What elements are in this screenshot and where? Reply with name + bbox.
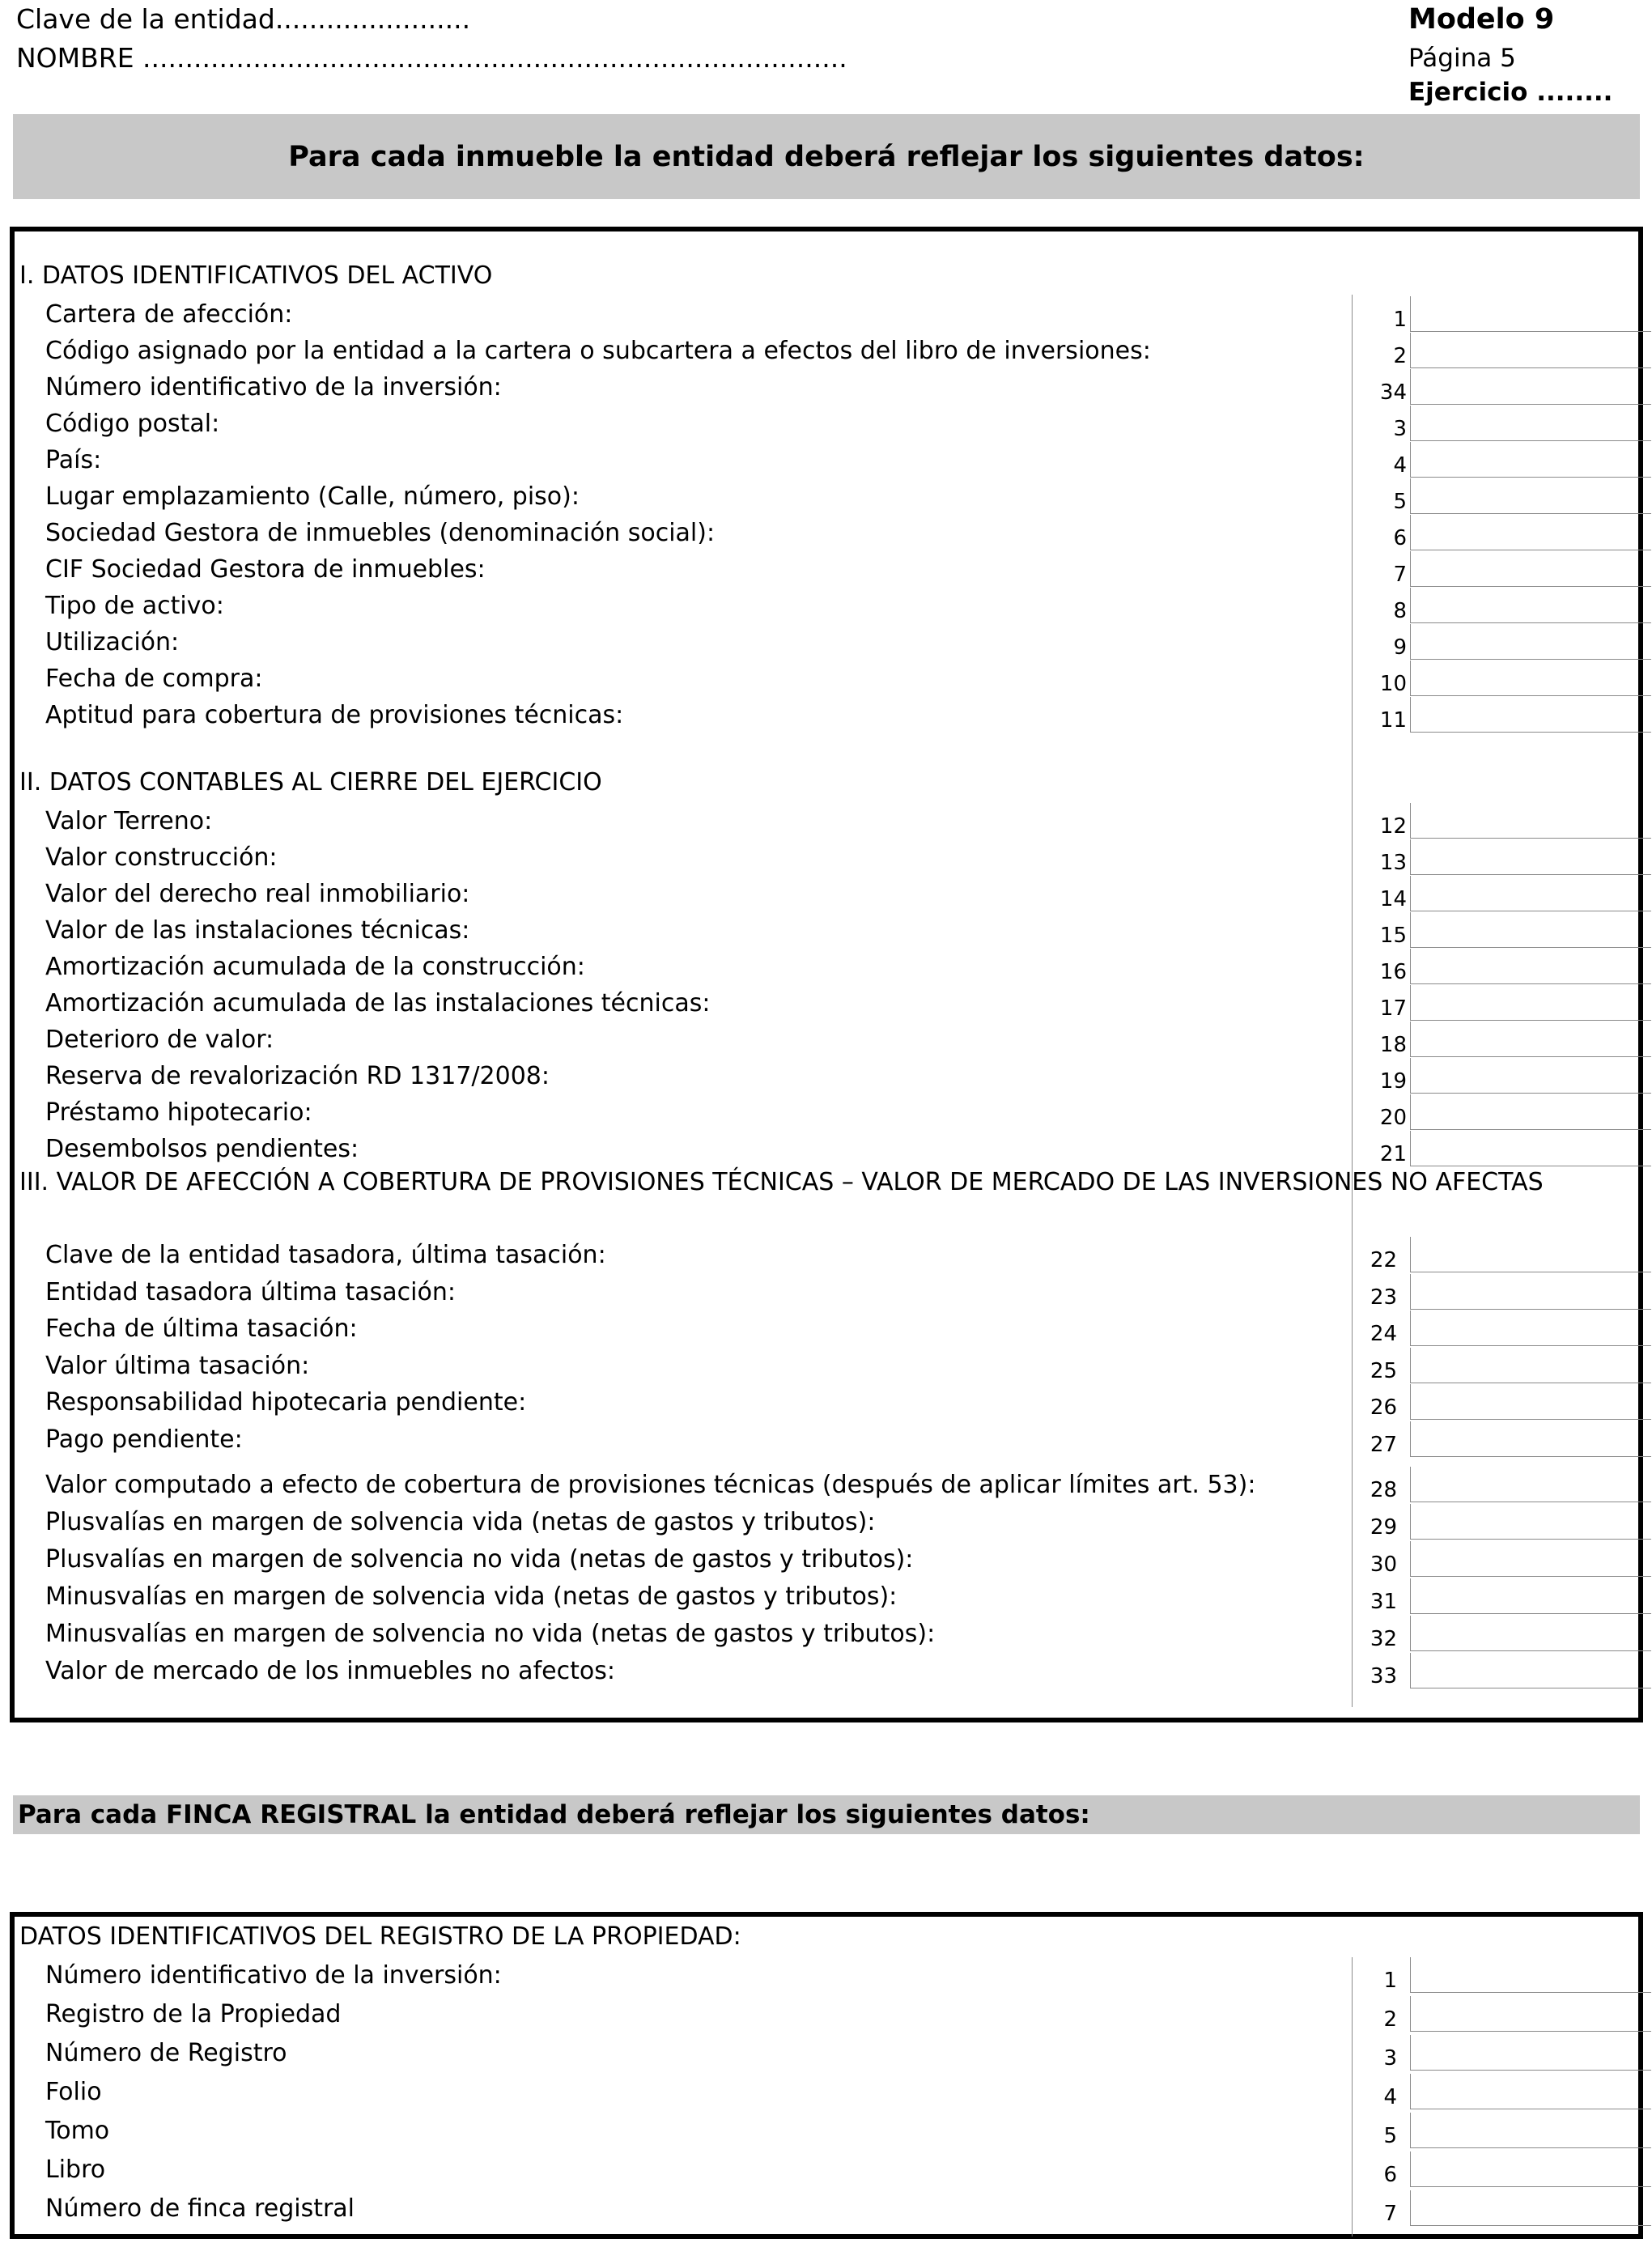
value-field[interactable] [1410,949,1651,984]
row-label: Número identificativo de la inversión: [45,1961,502,1990]
form-row [15,478,1638,515]
row-label: Minusvalías en margen de solvencia no vida (netas de gastos y tributos): [45,1620,936,1648]
value-field[interactable] [1410,1504,1651,1540]
value-field[interactable] [1410,2074,1651,2109]
form-row [15,1616,1638,1652]
row-label: Número de finca registral [45,2194,355,2223]
row-label: CIF Sociedad Gestora de inmuebles: [45,555,486,584]
row-number: 27 [1370,1432,1397,1457]
value-field[interactable] [1410,1541,1651,1577]
form-row [15,1274,1638,1310]
form-row [15,2113,1638,2149]
value-field[interactable] [1410,1957,1651,1993]
row-label: Valor última tasación: [45,1351,310,1380]
row-label: Fecha de última tasación: [45,1315,358,1343]
row-number: 9 [1393,635,1407,660]
value-field[interactable] [1410,515,1651,550]
form-row [15,1310,1638,1347]
row-number: 22 [1370,1248,1397,1272]
row-number: 24 [1370,1322,1397,1346]
row-label: Tomo [45,2117,110,2145]
row-number: 30 [1370,1553,1397,1577]
value-field[interactable] [1410,624,1651,660]
row-label: Reserva de revalorización RD 1317/2008: [45,1062,550,1090]
form-row [15,1541,1638,1578]
row-number: 21 [1379,1142,1407,1166]
row-number: 29 [1370,1515,1397,1540]
row-label: Clave de la entidad tasadora, última tasación: [45,1241,606,1269]
row-label: Préstamo hipotecario: [45,1098,312,1127]
value-field[interactable] [1410,333,1651,368]
name-label: NOMBRE ................................................................................... [16,42,847,74]
row-label: Valor computado a efecto de cobertura de provisiones técnicas (después de aplicar límites art. 53): [45,1471,1256,1499]
row-number: 3 [1393,417,1407,441]
form-row [15,803,1638,839]
value-field[interactable] [1410,1237,1651,1272]
form-row [15,1348,1638,1384]
row-label: Lugar emplazamiento (Calle, número, piso): [45,482,580,511]
value-field[interactable] [1410,803,1651,839]
value-field[interactable] [1410,1653,1651,1688]
value-field[interactable] [1410,551,1651,587]
row-label: Número identificativo de la inversión: [45,373,502,401]
value-field[interactable] [1410,478,1651,514]
row-label: Amortización acumulada de las instalaciones técnicas: [45,989,711,1017]
form-row [15,588,1638,624]
model-title: Modelo 9 [1408,3,1555,36]
inmueble-panel [10,227,1643,1722]
row-label: Valor de mercado de los inmuebles no afectos: [45,1657,615,1685]
value-field[interactable] [1410,839,1651,875]
value-field[interactable] [1410,406,1651,441]
finca-panel [10,1912,1643,2239]
form-row [15,296,1638,333]
row-number: 7 [1393,563,1407,587]
form-row [15,1504,1638,1540]
value-field[interactable] [1410,1421,1651,1457]
form-row [15,1022,1638,1058]
row-number: 5 [1393,490,1407,514]
row-number: 3 [1383,2046,1397,2071]
form-row [15,442,1638,478]
value-field[interactable] [1410,296,1651,332]
value-field[interactable] [1410,588,1651,623]
value-field[interactable] [1410,2190,1651,2226]
row-label: Valor construcción: [45,843,278,872]
section-4-title: DATOS IDENTIFICATIVOS DEL REGISTRO DE LA PROPIEDAD: [19,1922,741,1951]
value-field[interactable] [1410,1467,1651,1502]
banner-finca-text: Para cada FINCA REGISTRAL la entidad deberá reflejar los siguientes datos: [18,1800,1090,1829]
form-row [15,333,1638,369]
row-label: Deterioro de valor: [45,1026,274,1054]
form-row [15,2151,1638,2188]
banner-inmueble-text: Para cada inmueble la entidad deberá reflejar los siguientes datos: [288,140,1365,173]
row-number: 26 [1370,1395,1397,1420]
section-1-title: I. DATOS IDENTIFICATIVOS DEL ACTIVO [19,261,493,290]
row-label: Fecha de compra: [45,665,263,693]
entity-key-label: Clave de la entidad....................... [16,3,471,35]
row-label: Amortización acumulada de la construcción: [45,953,585,981]
form-row [15,369,1638,406]
form-row [15,1237,1638,1273]
form-row [15,1653,1638,1689]
value-field[interactable] [1410,912,1651,948]
form-row [15,1131,1638,1167]
row-label: País: [45,446,102,474]
row-number: 18 [1379,1033,1407,1057]
row-label: Tipo de activo: [45,592,224,620]
value-field[interactable] [1410,2151,1651,2187]
row-label: Código postal: [45,410,220,438]
row-number: 31 [1370,1590,1397,1614]
value-field[interactable] [1410,876,1651,911]
exercise-label: Ejercicio ........ [1408,78,1613,107]
row-label: Sociedad Gestora de inmuebles (denominación social): [45,519,716,547]
row-number: 33 [1370,1664,1397,1688]
form-row [15,697,1638,733]
value-field[interactable] [1410,1022,1651,1057]
row-label: Valor Terreno: [45,807,213,835]
value-field[interactable] [1410,1131,1651,1166]
row-number: 20 [1379,1106,1407,1130]
form-row [15,2190,1638,2227]
row-label: Utilización: [45,628,180,656]
page-number: Página 5 [1408,44,1516,73]
row-label: Desembolsos pendientes: [45,1135,359,1163]
form-row [15,2035,1638,2071]
banner-inmueble [13,114,1640,199]
form-row [15,1957,1638,1994]
row-number: 13 [1379,851,1407,875]
value-field[interactable] [1410,2113,1651,2148]
form-row [15,1578,1638,1615]
form-row [15,839,1638,876]
row-number: 19 [1379,1069,1407,1094]
row-label: Entidad tasadora última tasación: [45,1277,456,1306]
row-number: 4 [1393,453,1407,478]
value-field[interactable] [1410,1274,1651,1310]
row-label: Número de Registro [45,2039,287,2067]
form-row [15,985,1638,1022]
row-number: 10 [1379,672,1407,696]
value-field[interactable] [1410,369,1651,405]
section-3-title: III. VALOR DE AFECCIÓN A COBERTURA DE PROVISIONES TÉCNICAS – VALOR DE MERCADO DE LAS INVERSIONES NO AFECTAS [19,1168,1544,1196]
row-number: 23 [1370,1285,1397,1310]
value-field[interactable] [1410,442,1651,478]
row-number: 4 [1383,2085,1397,2109]
value-field[interactable] [1410,1578,1651,1614]
banner-finca [13,1795,1640,1834]
row-label: Folio [45,2078,102,2106]
row-label: Valor del derecho real inmobiliario: [45,880,470,908]
row-label: Aptitud para cobertura de provisiones técnicas: [45,701,624,729]
row-label: Plusvalías en margen de solvencia vida (netas de gastos y tributos): [45,1508,876,1536]
row-number: 6 [1393,526,1407,550]
row-number: 34 [1379,380,1407,405]
row-number: 15 [1379,924,1407,948]
value-field[interactable] [1410,1058,1651,1094]
value-field[interactable] [1410,1094,1651,1130]
value-field[interactable] [1410,2035,1651,2071]
form-row [15,551,1638,588]
form-row [15,949,1638,985]
row-label: Pago pendiente: [45,1425,243,1454]
row-label: Minusvalías en margen de solvencia vida (netas de gastos y tributos): [45,1582,898,1611]
form-row [15,912,1638,949]
value-field[interactable] [1410,985,1651,1021]
row-label: Registro de la Propiedad [45,2000,342,2028]
row-number: 12 [1379,814,1407,839]
form-row [15,624,1638,661]
value-field[interactable] [1410,1348,1651,1383]
row-label: Responsabilidad hipotecaria pendiente: [45,1388,527,1417]
form-row [15,1094,1638,1131]
form-row [15,1421,1638,1458]
row-label: Código asignado por la entidad a la cartera o subcartera a efectos del libro de inversiones: [45,337,1151,365]
row-number: 5 [1383,2124,1397,2148]
row-number: 11 [1379,708,1407,733]
row-label: Valor de las instalaciones técnicas: [45,916,470,945]
form-row [15,406,1638,442]
value-field[interactable] [1410,1310,1651,1346]
form-row [15,1058,1638,1094]
row-number: 17 [1379,996,1407,1021]
row-label: Plusvalías en margen de solvencia no vida (netas de gastos y tributos): [45,1545,914,1574]
form-row [15,661,1638,697]
row-number: 7 [1383,2202,1397,2226]
row-number: 2 [1393,344,1407,368]
value-field[interactable] [1410,1384,1651,1420]
value-field[interactable] [1410,697,1651,733]
form-row [15,1467,1638,1503]
value-field[interactable] [1410,1996,1651,2032]
row-number: 1 [1383,1969,1397,1993]
row-number: 32 [1370,1627,1397,1651]
form-row [15,2074,1638,2110]
section-2-title: II. DATOS CONTABLES AL CIERRE DEL EJERCICIO [19,768,602,796]
row-number: 25 [1370,1358,1397,1383]
form-row [15,876,1638,912]
row-number: 16 [1379,960,1407,984]
form-row [15,1996,1638,2032]
row-number: 2 [1383,2007,1397,2032]
value-field[interactable] [1410,661,1651,696]
row-number: 14 [1379,887,1407,911]
form-row [15,515,1638,551]
form-row [15,1384,1638,1421]
row-label: Cartera de afección: [45,300,293,329]
row-number: 1 [1393,308,1407,332]
row-number: 6 [1383,2163,1397,2187]
row-number: 28 [1370,1478,1397,1502]
row-number: 8 [1393,599,1407,623]
value-field[interactable] [1410,1616,1651,1651]
row-label: Libro [45,2156,106,2184]
